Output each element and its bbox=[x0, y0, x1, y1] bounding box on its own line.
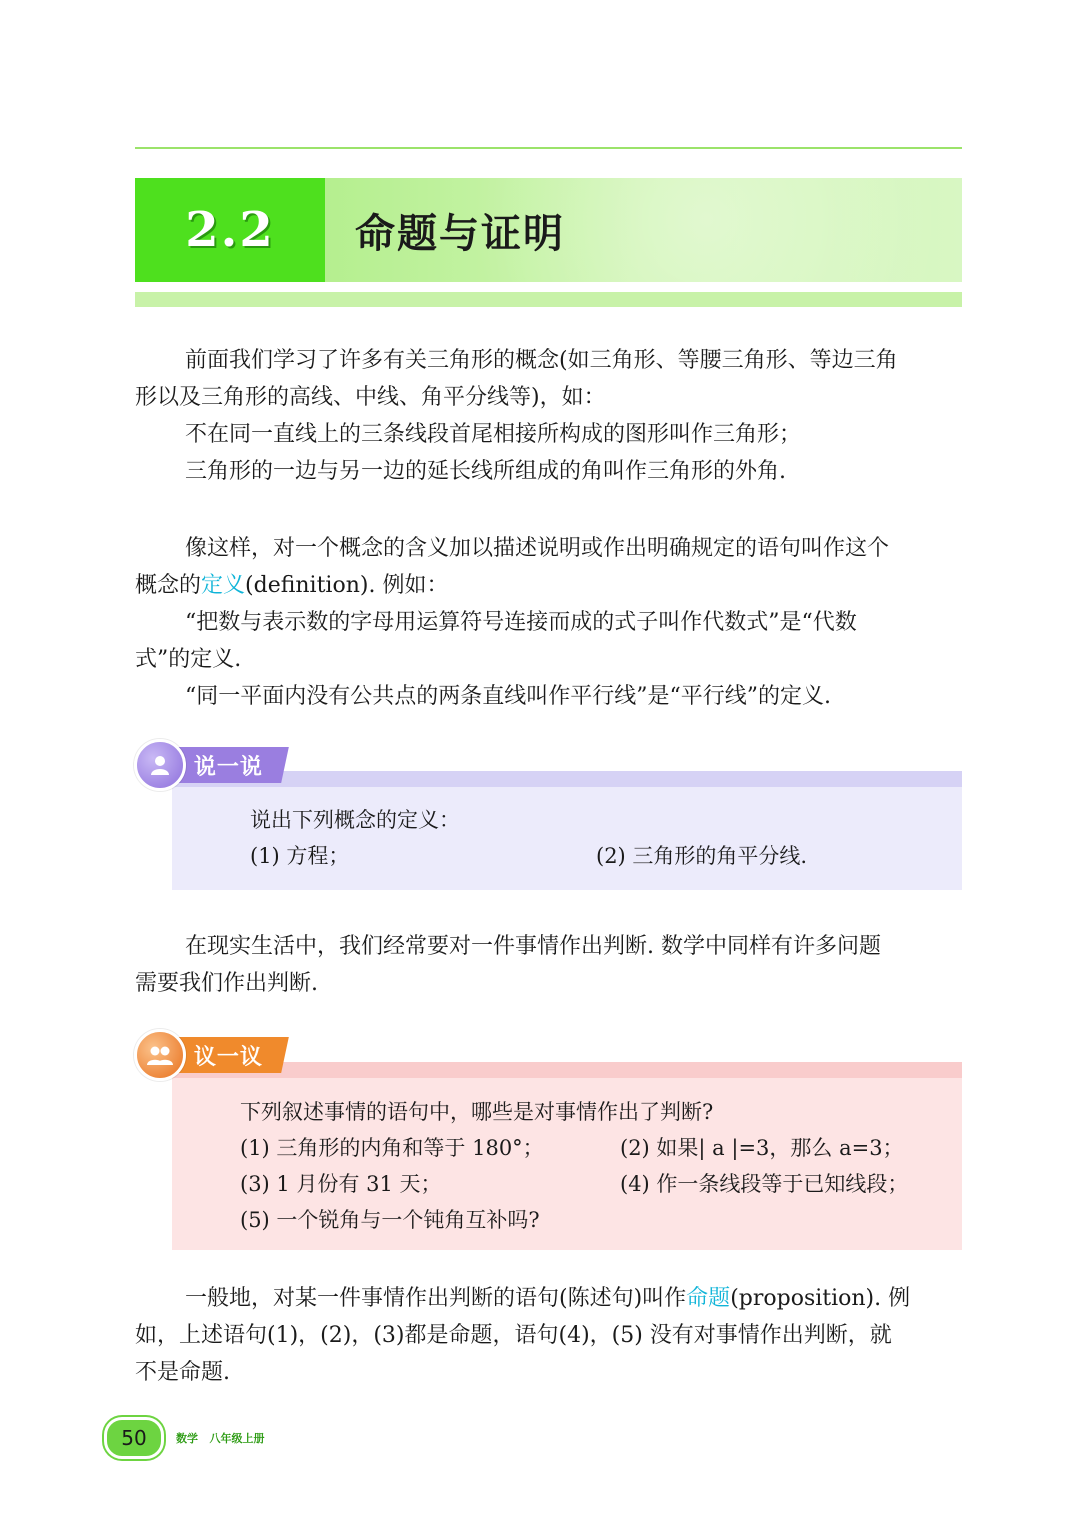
text-line: 不是命题. bbox=[135, 1360, 230, 1385]
definition-term: 定义 bbox=[201, 573, 246, 598]
text-line: 如，上述语句(1)，(2)，(3)都是命题，语句(4)，(5) 没有对事情作出判断，就 bbox=[135, 1323, 892, 1348]
section-number-box bbox=[135, 178, 325, 282]
page-footer bbox=[104, 1417, 265, 1459]
speak-box-strip bbox=[172, 771, 962, 787]
section-title: 命题与证明 bbox=[355, 210, 565, 257]
discuss-badge-icon bbox=[134, 1029, 186, 1081]
text-line: 式”的定义. bbox=[135, 647, 242, 672]
text-line: 前面我们学习了许多有关三角形的概念(如三角形、等腰三角形、等边三角 bbox=[185, 348, 898, 373]
discuss-item-1: (1) 三角形的内角和等于 180°； bbox=[240, 1136, 544, 1160]
proposition-term: 命题 bbox=[686, 1286, 731, 1311]
speak-box-label bbox=[168, 747, 289, 783]
page-number-pill bbox=[104, 1417, 164, 1459]
text-line bbox=[135, 567, 965, 604]
text-line: 需要我们作出判断. bbox=[135, 971, 318, 996]
text-fragment: (definition). 例如： bbox=[245, 573, 449, 598]
discuss-box-label-text: 议一议 bbox=[194, 1044, 264, 1070]
book-title: 数学 八年级上册 bbox=[176, 1432, 265, 1445]
discuss-item-4: (4) 作一条线段等于已知线段； bbox=[620, 1172, 909, 1196]
discuss-item-5: (5) 一个锐角与一个钝角互补吗? bbox=[240, 1208, 540, 1232]
section-header bbox=[135, 178, 962, 282]
text-line: “同一平面内没有公共点的两条直线叫作平行线”是“平行线”的定义. bbox=[185, 684, 831, 709]
speak-badge-icon bbox=[134, 739, 186, 791]
header-underbar bbox=[135, 292, 962, 307]
text-line: 在现实生活中，我们经常要对一件事情作出判断. 数学中同样有许多问题 bbox=[185, 934, 881, 959]
discuss-box-label bbox=[168, 1037, 289, 1073]
text-line: 三角形的一边与另一边的延长线所组成的角叫作三角形的外角. bbox=[185, 459, 786, 484]
section-number: 2.2 bbox=[185, 202, 275, 258]
intro-paragraph bbox=[135, 342, 965, 490]
page-number: 50 bbox=[121, 1426, 147, 1450]
text-line: 形以及三角形的高线、中线、角平分线等)，如： bbox=[135, 385, 606, 410]
text-fragment: 一般地，对某一件事情作出判断的语句(陈述句)叫作 bbox=[185, 1286, 687, 1311]
person-speaking-icon bbox=[146, 751, 174, 779]
definition-paragraph bbox=[135, 530, 965, 715]
section-title-band bbox=[325, 178, 962, 282]
text-line: 像这样，对一个概念的含义加以描述说明或作出明确规定的语句叫作这个 bbox=[185, 536, 890, 561]
speak-prompt: 说出下列概念的定义： bbox=[250, 808, 460, 832]
speak-box-label-text: 说一说 bbox=[194, 754, 264, 780]
proposition-paragraph bbox=[135, 1280, 965, 1391]
speak-item-1: (1) 方程； bbox=[250, 844, 350, 868]
discuss-item-3: (3) 1 月份有 31 天； bbox=[240, 1172, 442, 1196]
discuss-item-2: (2) 如果| a |=3，那么 a=3； bbox=[620, 1136, 904, 1160]
text-fragment: 概念的 bbox=[135, 573, 202, 598]
text-fragment: (proposition). 例 bbox=[730, 1286, 911, 1311]
discuss-box-tab bbox=[134, 1036, 285, 1074]
text-line: “把数与表示数的字母用运算符号连接而成的式子叫作代数式”是“代数 bbox=[185, 610, 857, 635]
text-line bbox=[135, 1280, 965, 1317]
top-rule bbox=[135, 147, 962, 149]
life-paragraph bbox=[135, 928, 965, 1002]
text-line: 不在同一直线上的三条线段首尾相接所构成的图形叫作三角形； bbox=[185, 422, 802, 447]
discuss-prompt: 下列叙述事情的语句中，哪些是对事情作出了判断? bbox=[240, 1100, 714, 1124]
two-people-icon bbox=[145, 1041, 175, 1069]
discuss-box-strip bbox=[172, 1062, 962, 1078]
speak-box-tab bbox=[134, 746, 285, 784]
speak-item-2: (2) 三角形的角平分线. bbox=[596, 844, 808, 868]
